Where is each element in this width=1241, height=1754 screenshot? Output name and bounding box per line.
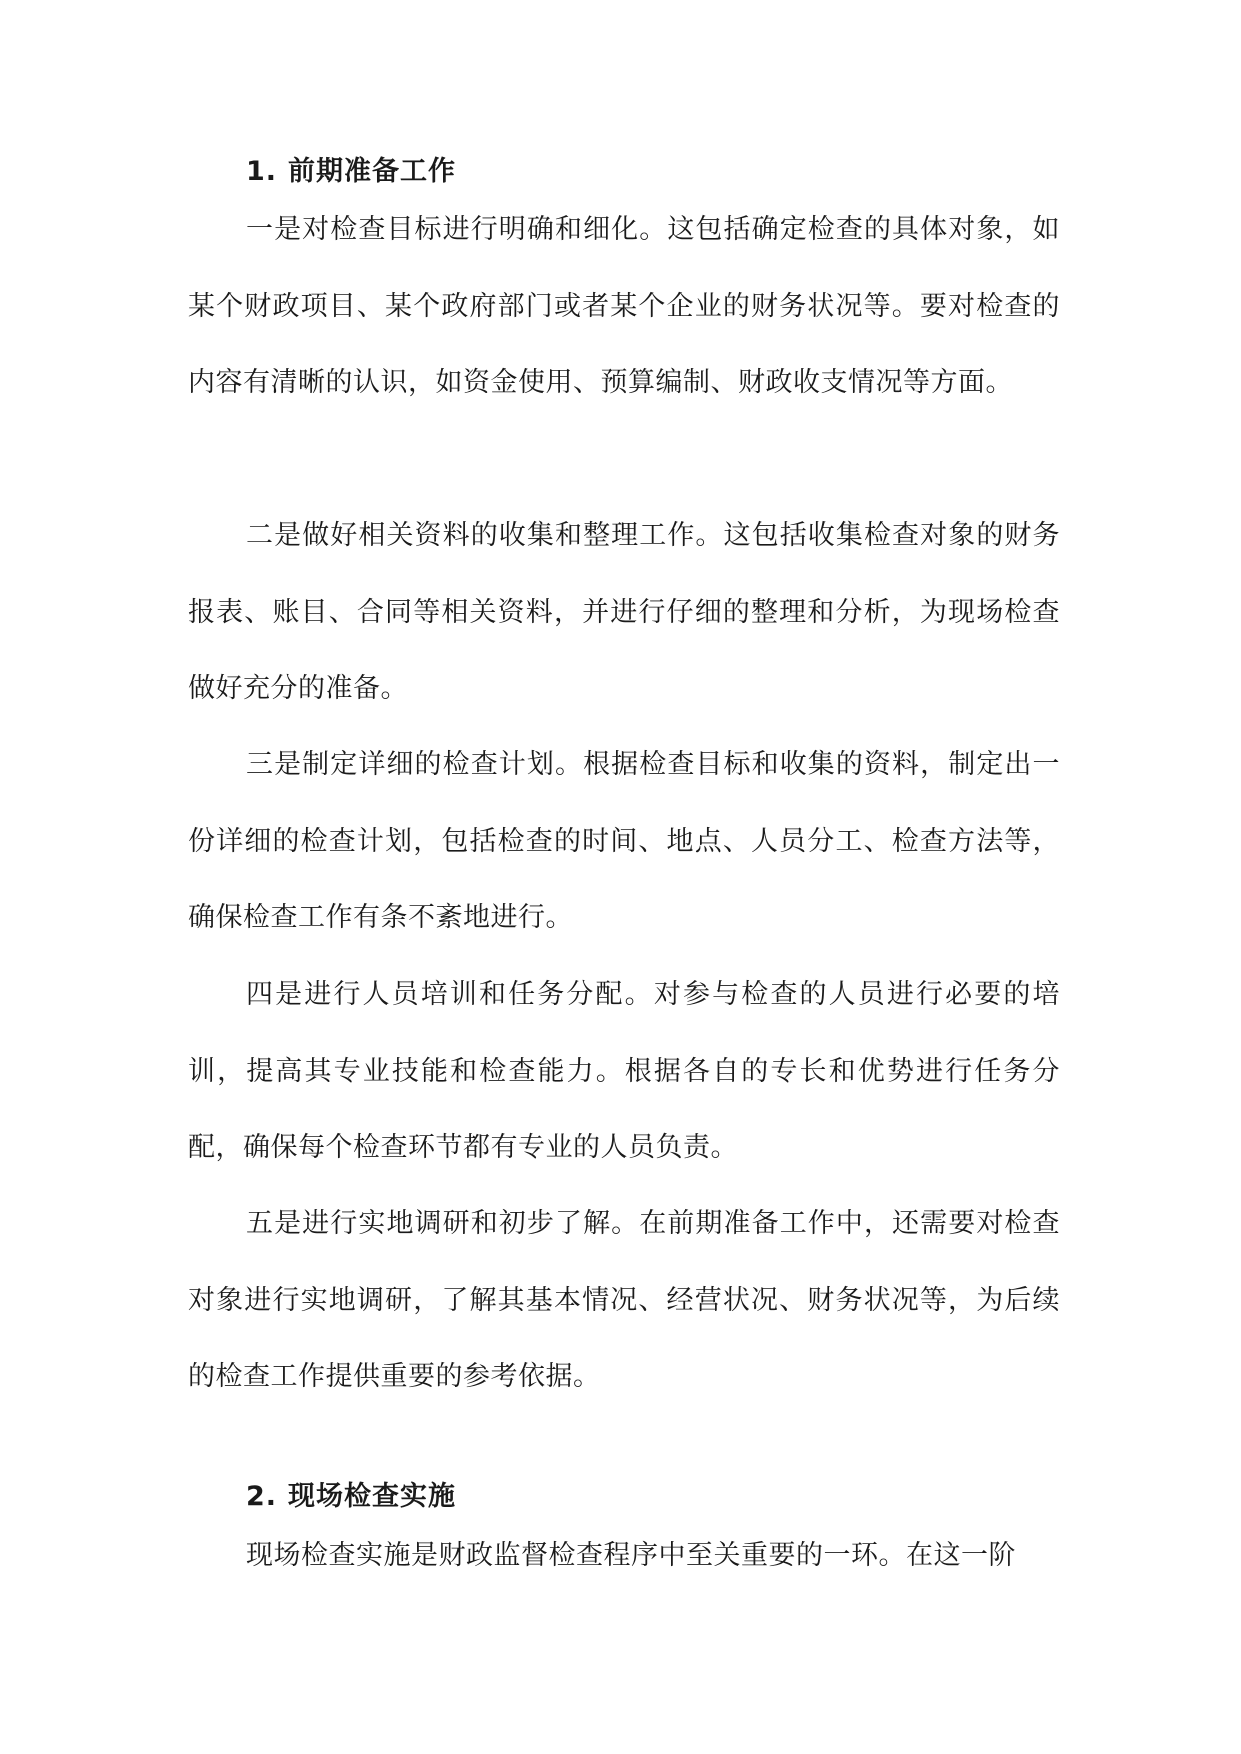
section-title: 现场检查实施 bbox=[288, 1481, 456, 1512]
section-heading-1 bbox=[246, 152, 456, 192]
paragraph: 一是对检查目标进行明确和细化。这包括确定检查的具体对象，如某个财政项目、某个政府部门或者某个企业的财务状况等。要对检查的内容有清晰的认识，如资金使用、预算编制、财政收支情况等方面。 bbox=[188, 214, 1060, 398]
paragraph: 五是进行实地调研和初步了解。在前期准备工作中，还需要对检查对象进行实地调研，了解其基本情况、经营状况、财务状况等，为后续的检查工作提供重要的参考依据。 bbox=[188, 1208, 1060, 1392]
paragraph: 四是进行人员培训和任务分配。对参与检查的人员进行必要的培训，提高其专业技能和检查能力。根据各自的专长和优势进行任务分配，确保每个检查环节都有专业的人员负责。 bbox=[188, 979, 1060, 1163]
paragraph: 现场检查实施是财政监督检查程序中至关重要的一环。在这一阶 bbox=[246, 1540, 1016, 1571]
section-title: 前期准备工作 bbox=[288, 156, 456, 187]
section-heading-2 bbox=[246, 1477, 456, 1517]
section-number: 2. bbox=[246, 1481, 278, 1512]
paragraph: 二是做好相关资料的收集和整理工作。这包括收集检查对象的财务报表、账目、合同等相关资料，并进行仔细的整理和分析，为现场检查做好充分的准备。 bbox=[188, 520, 1060, 704]
section-number: 1. bbox=[246, 156, 278, 187]
paragraph: 三是制定详细的检查计划。根据检查目标和收集的资料，制定出一份详细的检查计划，包括检查的时间、地点、人员分工、检查方法等，确保检查工作有条不紊地进行。 bbox=[188, 749, 1060, 933]
